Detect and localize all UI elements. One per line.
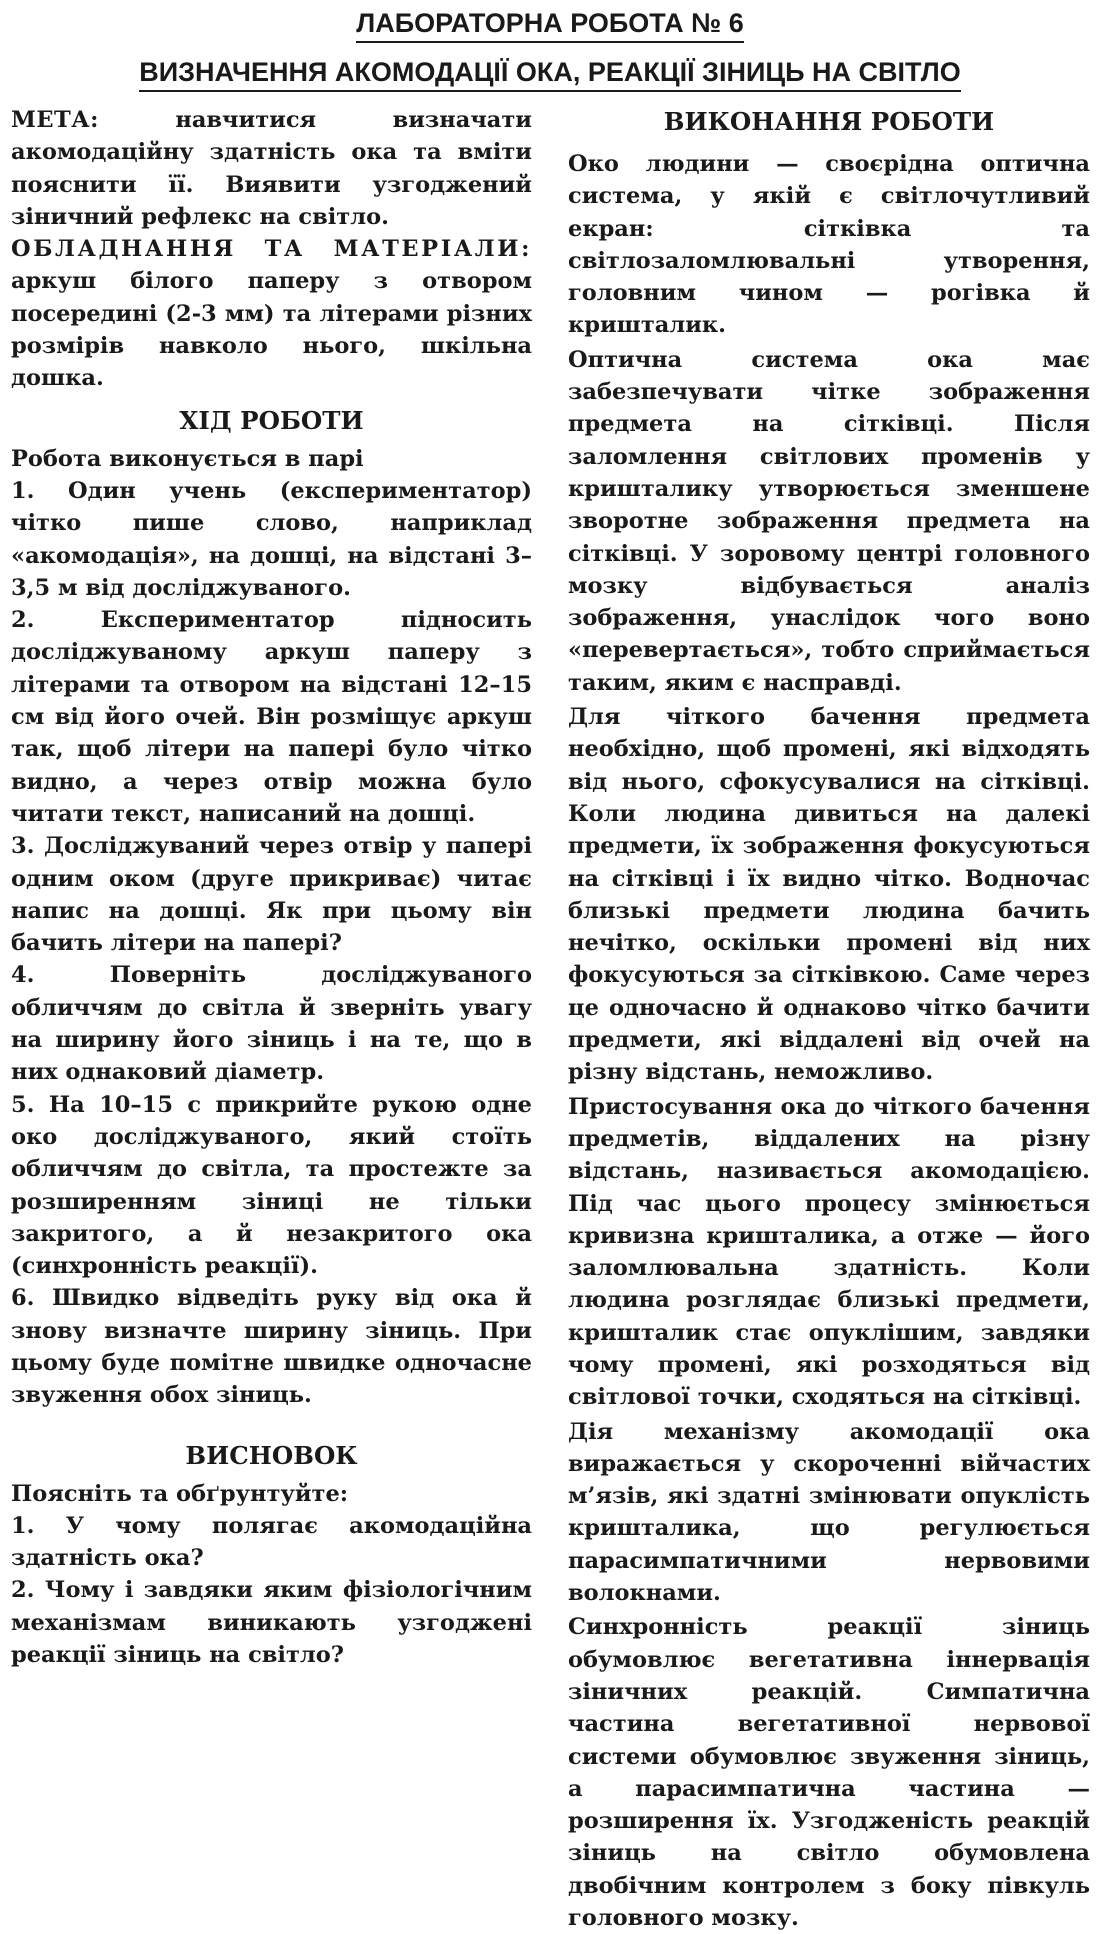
conclusion-intro: Поясніть та обґрунтуйте: [11,1480,349,1507]
lab-title: ЛАБОРАТОРНА РОБОТА № 6 [356,6,743,43]
body-paragraph: Пристосування ока до чіткого бачення предметів, віддалених на різну відстань, називається акомодацією. Під час цього процесу змінюється кривизна кришталика, а отже — його заломлювальна здатність. Коли людина розглядає близькі предмети, кришталик стає опуклішим, завдяки чому промені, які розходяться від світлової точки, сходяться на сітківці. [568,1093,1090,1411]
execution-heading: ВИКОНАННЯ РОБОТИ [663,107,995,136]
left-column [11,104,532,1671]
page-header [0,6,1100,92]
goal-text: навчитися визначати акомодаційну здатність ока та вміти пояснити її. Виявити узгоджений зіничний рефлекс на світло. [11,107,532,230]
goal-label: МЕТА: [11,107,99,133]
lab-subtitle: ВИЗНАЧЕННЯ АКОМОДАЦІЇ ОКА, РЕАКЦІЇ ЗІНИЦЬ НА СВІТЛО [139,55,961,92]
procedure-heading: ХІД РОБОТИ [179,405,364,435]
conclusion-heading: ВИСНОВОК [185,1440,358,1470]
step-item: 5. На 10–15 с прикрийте рукою одне око досліджуваного, який стоїть обличчям до світла, та простежте за розширенням зіниці не тільки закритого, а й незакритого ока (синхронність реакції). [11,1091,532,1280]
question-item: 2. Чому і завдяки яким фізіологічним механізмам виникають узгоджені реакції зіниць на світло? [11,1577,532,1669]
right-column [568,104,1090,1934]
question-item: 1. У чому полягає акомодаційна здатність ока? [11,1512,532,1572]
body-paragraph: Око людини — своєрідна оптична система, у якій є світлочутливий екран: сітківка та світлозаломлювальні утворення, головним чином — рогівка й кришталик. [568,151,1090,339]
step-item: 6. Швидко відведіть руку від ока й знову визначте ширину зіниць. При цьому буде помітне швидке одночасне звуження обох зіниць. [11,1285,532,1409]
body-paragraph: Дія механізму акомодації ока виражається у скороченні війчастих м’язів, які здатні змінювати опуклість кришталика, що регулюється парасимпатичними нервовими волокнами. [568,1418,1090,1607]
goal-paragraph [11,104,532,233]
equipment-label: ОБЛАДНАННЯ ТА МАТЕРІАЛИ: [11,236,532,263]
equipment-paragraph [11,233,532,394]
body-paragraph: Для чіткого бачення предмета необхідно, щоб промені, які відходять від нього, сфокусувалися на сітківці. Коли людина дивиться на далекі предмети, їх зображення фокусуються на сітківці і їх видно чітко. Водночас близькі предмети людина бачить нечітко, оскільки промені від них фокусуються за сітківкою. Саме через це одночасно й однаково чітко бачити предмети, які віддалені від очей на різну відстань, неможливо. [568,704,1090,1086]
step-item: 4. Поверніть досліджуваного обличчям до світла й зверніть увагу на ширину його зіниць і на те, що в них однаковий діаметр. [11,962,532,1086]
pair-note: Робота виконується в парі [11,445,364,472]
body-paragraph: Синхронність реакції зіниць обумовлює вегетативна іннервація зіничних реакцій. Симпатична частина вегетативної нервової системи обумовлює звуження зіниць, а парасимпатична частина — розширення їх. Узгодженість реакцій зіниць на світло обумовлена двобічним контролем з боку півкуль головного мозку. [568,1614,1090,1932]
step-item: 1. Один учень (експериментатор) чітко пише слово, наприклад «акомодація», на дошці, на відстані 3–3,5 м від досліджуваного. [11,477,532,601]
equipment-text: аркуш білого паперу з отвором посередині (2-3 мм) та літерами різних розмірів навколо нього, шкільна дошка. [11,268,532,392]
body-paragraph: Оптична система ока має забезпечувати чітке зображення предмета на сітківці. Після заломлення світлових променів у кришталику утворюється зменшене зворотне зображення предмета на сітківці. У зоровому центрі головного мозку відбувається аналіз зображення, унаслідок чого воно «перевертається», тобто сприймається таким, яким є насправді. [568,346,1090,696]
step-item: 3. Досліджуваний через отвір у папері одним оком (друге прикриває) читає напис на дошці. Як при цьому він бачить літери на папері? [11,833,532,957]
step-item: 2. Експериментатор підносить досліджуваному аркуш паперу з літерами та отвором на відстані 12–15 см від його очей. Він розміщує аркуш так, щоб літери на папері було чітко видно, а через отвір можна було читати текст, написаний на дошці. [11,607,532,827]
